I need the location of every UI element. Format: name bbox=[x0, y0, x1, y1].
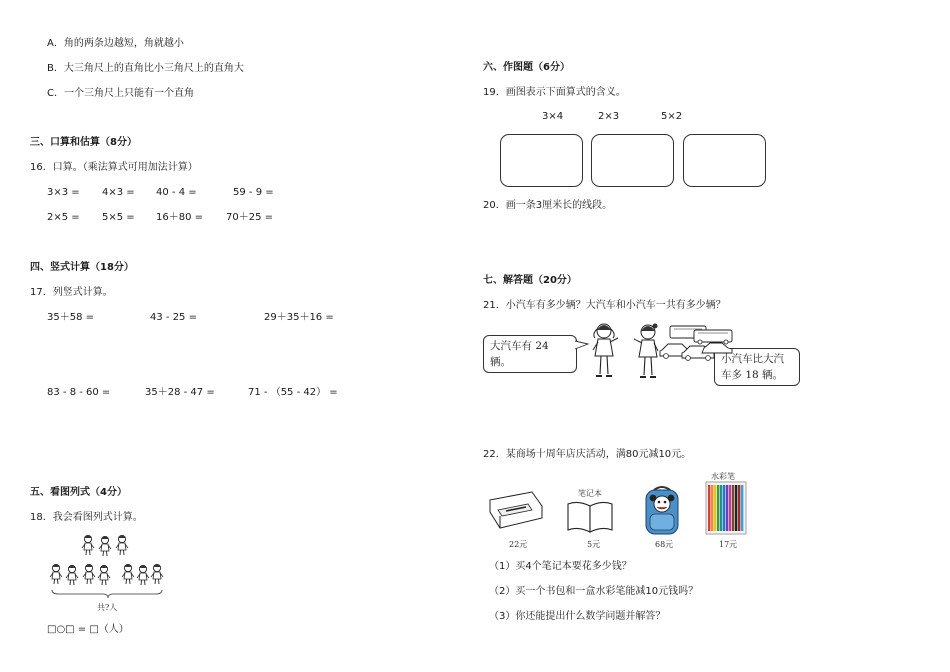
marker-pen bbox=[732, 485, 734, 531]
sub-question-1: （1）买4个笔记本要花多少钱？ bbox=[489, 561, 632, 572]
question-19: 19．画图表示下面算式的含义。 bbox=[483, 87, 626, 98]
section-7-title: 七、解答题（20分） bbox=[483, 275, 577, 286]
section-3-title: 三、口算和估算（8分） bbox=[30, 137, 137, 148]
oral-item: 3×3 = bbox=[47, 187, 80, 198]
notebook-icon bbox=[566, 498, 614, 534]
marker-pen bbox=[741, 485, 743, 531]
price-label: 68元 bbox=[655, 540, 674, 549]
vertical-item: 35＋28 - 47 = bbox=[145, 387, 215, 398]
drawing-box[interactable] bbox=[500, 134, 583, 187]
marker-pen bbox=[726, 485, 728, 531]
oral-item: 16＋80 = bbox=[156, 212, 204, 223]
marker-pen bbox=[708, 485, 710, 531]
marker-pen bbox=[711, 485, 713, 531]
question-16: 16．口算。（乘法算式可用加法计算） bbox=[30, 162, 198, 173]
choice-b: B．大三角尺上的直角比小三角尺上的直角大 bbox=[47, 63, 244, 74]
sub-question-2: （2）买一个书包和一盒水彩笔能减10元钱吗？ bbox=[489, 586, 699, 597]
marker-pen bbox=[729, 485, 731, 531]
oral-item: 40 - 4 = bbox=[156, 187, 197, 198]
girls-and-cars-illustration bbox=[586, 320, 736, 384]
drawing-box[interactable] bbox=[591, 134, 674, 187]
oral-item: 59 - 9 = bbox=[233, 187, 274, 198]
vertical-item: 83 - 8 - 60 = bbox=[47, 387, 111, 398]
expression-label: 2×3 bbox=[598, 111, 620, 122]
marker-pen bbox=[735, 485, 737, 531]
question-18: 18．我会看图列式计算。 bbox=[30, 512, 143, 523]
bubble-left-text: 大汽车有 24 辆。 bbox=[490, 340, 549, 368]
marker-pen bbox=[738, 485, 740, 531]
choice-a: A．角的两条边越短，角就越小 bbox=[47, 38, 184, 49]
section-5-title: 五、看图列式（4分） bbox=[30, 487, 127, 498]
marker-pen bbox=[714, 485, 716, 531]
children-illustration bbox=[48, 532, 168, 607]
question-22: 22．某商场十周年店庆活动，满80元减10元。 bbox=[483, 449, 692, 460]
marker-pen bbox=[720, 485, 722, 531]
price-label: 17元 bbox=[719, 540, 738, 549]
backpack-icon bbox=[642, 484, 682, 536]
marker-pen bbox=[717, 485, 719, 531]
vertical-item: 29＋35＋16 = bbox=[264, 312, 334, 323]
markers-label: 水彩笔 bbox=[711, 472, 735, 481]
oral-item: 2×5 = bbox=[47, 212, 80, 223]
figure-label: 共?人 bbox=[97, 603, 118, 612]
question-20: 20．画一条3厘米长的线段。 bbox=[483, 200, 613, 211]
vertical-item: 71 - （55 - 42） = bbox=[248, 387, 338, 398]
answer-template: □○□ = □（人） bbox=[47, 624, 129, 635]
vertical-item: 43 - 25 = bbox=[150, 312, 197, 323]
notebook-label: 笔记本 bbox=[578, 489, 602, 498]
oral-item: 4×3 = bbox=[102, 187, 135, 198]
bubble-right-line-2: 车多 18 辆。 bbox=[721, 369, 784, 381]
price-label: 5元 bbox=[587, 540, 601, 549]
price-label: 22元 bbox=[509, 540, 528, 549]
pencil-case-icon bbox=[484, 488, 546, 534]
speech-bubble-left bbox=[483, 335, 577, 373]
expression-label: 3×4 bbox=[542, 111, 564, 122]
vertical-item: 35＋58 = bbox=[47, 312, 95, 323]
drawing-box[interactable] bbox=[683, 134, 766, 187]
expression-label: 5×2 bbox=[661, 111, 683, 122]
bubble-right-line-1: 小汽车比大汽 bbox=[721, 353, 784, 365]
question-17: 17．列竖式计算。 bbox=[30, 287, 113, 298]
oral-item: 70＋25 = bbox=[226, 212, 274, 223]
choice-c: C．一个三角尺上只能有一个直角 bbox=[47, 88, 194, 99]
marker-pen bbox=[723, 485, 725, 531]
question-21: 21．小汽车有多少辆？大汽车和小汽车一共有多少辆？ bbox=[483, 300, 726, 311]
oral-item: 5×5 = bbox=[102, 212, 135, 223]
sub-question-3: （3）你还能提出什么数学问题并解答？ bbox=[489, 611, 666, 622]
markers-icon bbox=[706, 482, 746, 534]
section-6-title: 六、作图题（6分） bbox=[483, 62, 570, 73]
section-4-title: 四、竖式计算（18分） bbox=[30, 262, 134, 273]
